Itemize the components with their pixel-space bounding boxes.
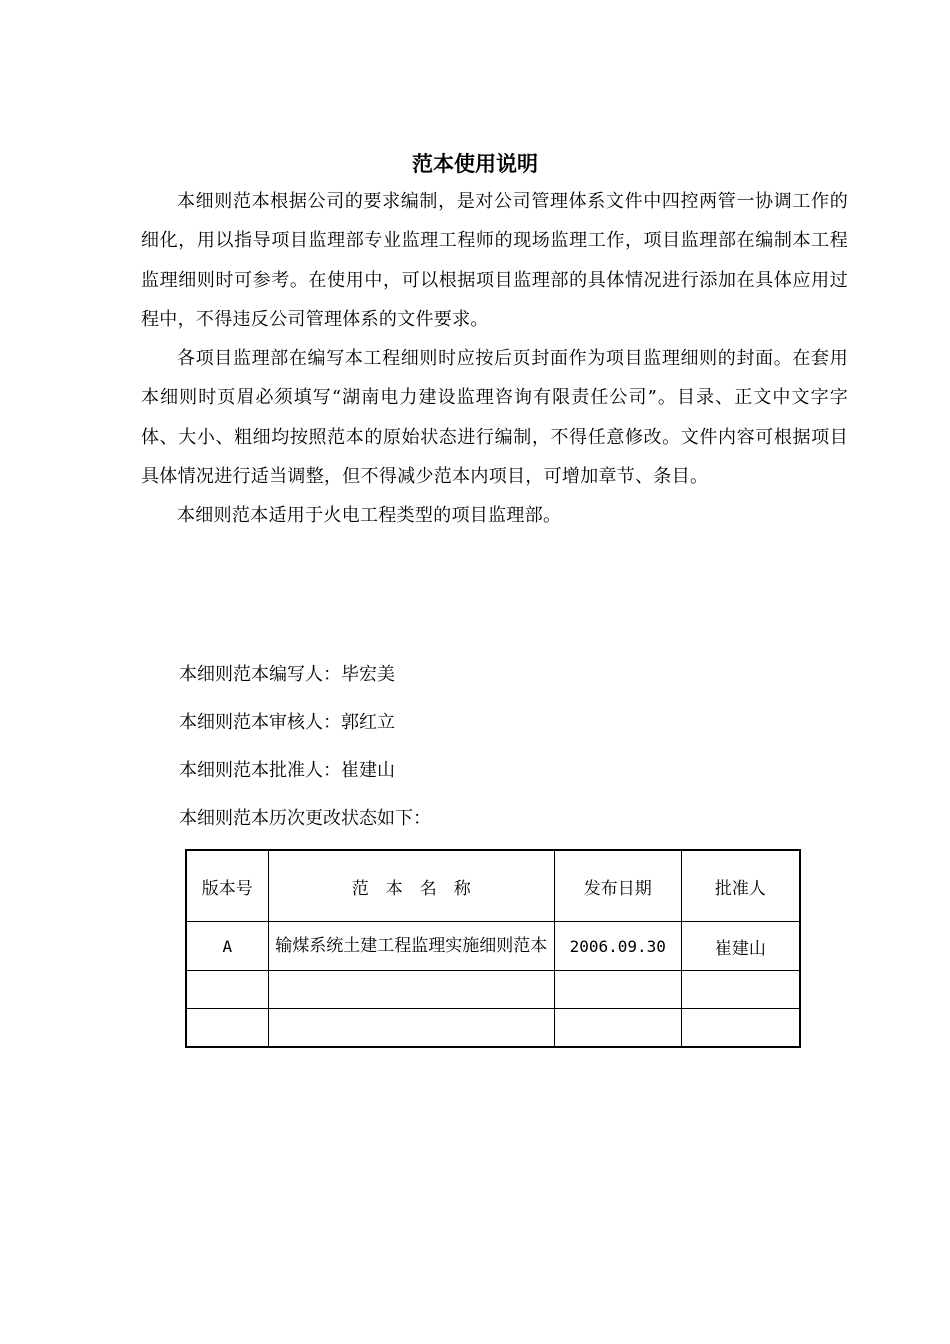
- cell-name: [268, 971, 554, 1009]
- paragraph-purpose: 本细则范本根据公司的要求编制，是对公司管理体系文件中四控两管一协调工作的细化，用以指导项目监理部专业监理工程师的现场监理工作，项目监理部在编制本工程监理细则时可参考。在使用中，可以根据项目监理部的具体情况进行添加在具体应用过程中，不得违反公司管理体系的文件要求。: [141, 191, 848, 330]
- reviewer-line: 本细则范本审核人：郭红立: [179, 712, 395, 733]
- cell-version: [186, 971, 268, 1009]
- header-date: 发布日期: [554, 850, 681, 922]
- approver-line: 本细则范本批准人：崔建山: [179, 760, 395, 781]
- paragraph-scope: 本细则范本适用于火电工程类型的项目监理部。: [177, 505, 562, 527]
- cell-date: [554, 971, 681, 1009]
- table-header-row: [186, 850, 800, 922]
- cell-approver: [681, 971, 800, 1009]
- cell-version: [186, 1009, 268, 1048]
- cell-name: 输煤系统土建工程监理实施细则范本: [268, 922, 554, 971]
- header-name: 范 本 名 称: [268, 850, 554, 922]
- history-caption: 本细则范本历次更改状态如下：: [179, 808, 431, 829]
- cell-date: 2006.09.30: [554, 922, 681, 971]
- cell-name: [268, 1009, 554, 1048]
- instruction-body: [141, 182, 848, 536]
- cell-approver: [681, 1009, 800, 1048]
- header-approver: 批准人: [681, 850, 800, 922]
- header-version: 版本号: [186, 850, 268, 922]
- table-row: [186, 971, 800, 1009]
- paragraph-usage-rules: 各项目监理部在编写本工程细则时应按后页封面作为项目监理细则的封面。在套用本细则时页眉必须填写“湖南电力建设监理咨询有限责任公司”。目录、正文中文字字体、大小、粗细均按照范本的原始状态进行编制，不得任意修改。文件内容可根据项目具体情况进行适当调整，但不得减少范本内项目，可增加章节、条目。: [141, 348, 848, 488]
- signers-block: [179, 660, 431, 852]
- writer-line: 本细则范本编写人：毕宏美: [179, 664, 395, 685]
- table-row: [186, 1009, 800, 1048]
- table-row: [186, 922, 800, 971]
- page-title: 范本使用说明: [412, 152, 538, 176]
- cell-date: [554, 1009, 681, 1048]
- cell-version: A: [186, 922, 268, 971]
- cell-approver: 崔建山: [681, 922, 800, 971]
- version-history-table: [185, 849, 801, 1048]
